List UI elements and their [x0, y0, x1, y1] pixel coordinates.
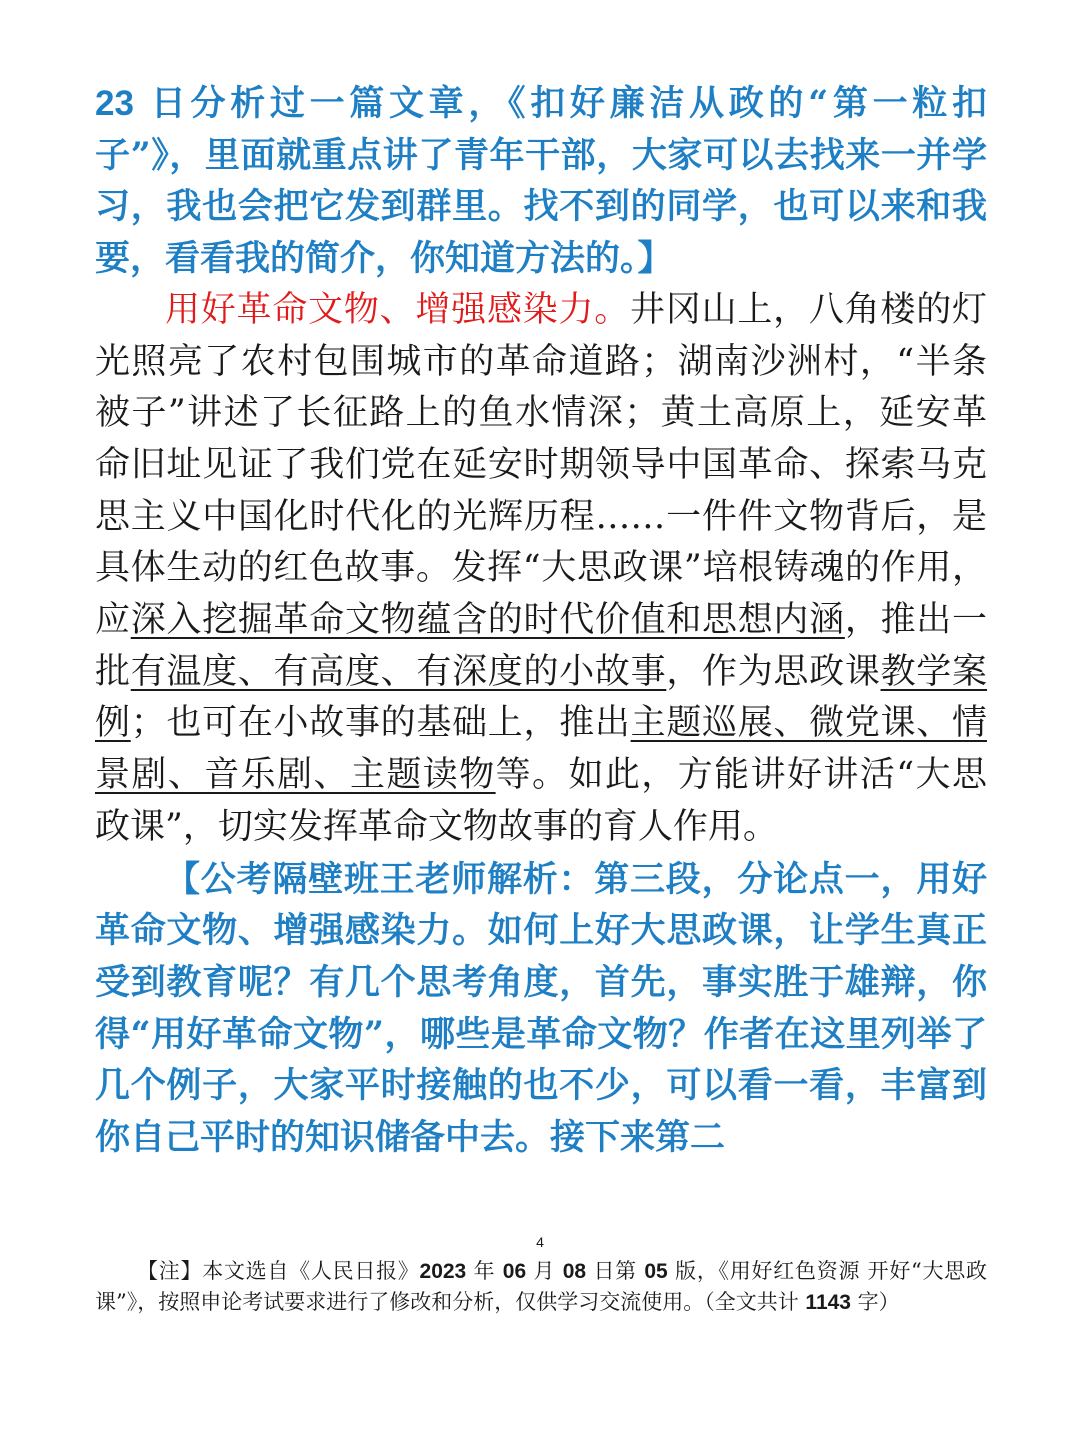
footnote-edition: 05	[644, 1260, 668, 1283]
article-text: ，推出一批	[95, 600, 987, 692]
article-text: 井冈山上，八角楼的灯光照亮了农村包围城市的革命道路；湖南沙洲村，“半条被子”讲述了长征路上的鱼水情深；黄土高原上，延安革命旧址见证了我们党在延安时期领导中国革命、探索马克思主义中国化时代化的光辉历程……一件件文物背后，是具体生动的红色故事。发挥“大思政课”培根铸魂的作用，应	[95, 289, 987, 641]
analysis-paragraph-continued	[95, 78, 987, 285]
date-number: 23	[95, 84, 134, 123]
footnote-text: 月	[526, 1259, 563, 1283]
analysis-text: 日分析过一篇文章，《扣好廉洁从政的“第一粒扣子”》，里面就重点讲了青年干部，大家可以去找来一并学习，我也会把它发到群里。找不到的同学，也可以来和我要，看看我的简介，你知道方法的。】	[95, 83, 987, 280]
article-text: ，作为思政课	[666, 651, 881, 692]
analysis-text: 【公考隔壁班王老师解析：第三段，分论点一，用好革命文物、增强感染力。如何上好大思政课，让学生真正受到教育呢？有几个思考角度，首先，事实胜于雄辩，你得“用好革命文物”，哪些是革命文物？作者在这里列举了几个例子，大家平时接触的也不少，可以看一看，丰富到你自己平时的知识储备中去。接下来第二	[95, 858, 987, 1159]
article-body	[95, 78, 987, 1164]
underlined-phrase: 有温度、有高度、有深度的小故事	[130, 651, 667, 692]
analysis-paragraph	[95, 854, 987, 1164]
article-text: 等。如此，方能讲好讲活“大思政课”，切实发挥革命文物故事的育人作用。	[95, 755, 987, 847]
underlined-phrase: 深入挖掘革命文物蕴含的时代价值和思想内涵	[130, 600, 845, 641]
footnote-month: 06	[502, 1260, 527, 1283]
footnote-text: 日第	[586, 1259, 645, 1283]
underlined-phrase: 主题巡展、微党课、情景剧、音乐剧、主题读物	[95, 703, 987, 796]
footnote-text: 【注】本文选自《人民日报》	[137, 1259, 420, 1283]
subpoint-heading: 用好革命文物、增强感染力。	[165, 289, 631, 330]
footnote-day: 08	[562, 1260, 587, 1283]
footnote-word-count: 1143	[805, 1291, 851, 1314]
footnote	[95, 1256, 987, 1318]
footnote-text: 字）	[850, 1290, 900, 1314]
underlined-phrase: 教学案例	[95, 651, 987, 744]
article-paragraph	[95, 285, 987, 854]
article-text: ；也可在小故事的基础上，推出	[130, 703, 631, 744]
footnote-year: 2023	[419, 1260, 467, 1283]
footnote-text: 版，《用好红色资源 开好“大思政课”》，按照申论考试要求进行了修改和分析，仅供学习交流使用。（全文共计	[95, 1259, 987, 1314]
footnote-text: 年	[466, 1259, 503, 1283]
page-number: 4	[536, 1234, 544, 1250]
